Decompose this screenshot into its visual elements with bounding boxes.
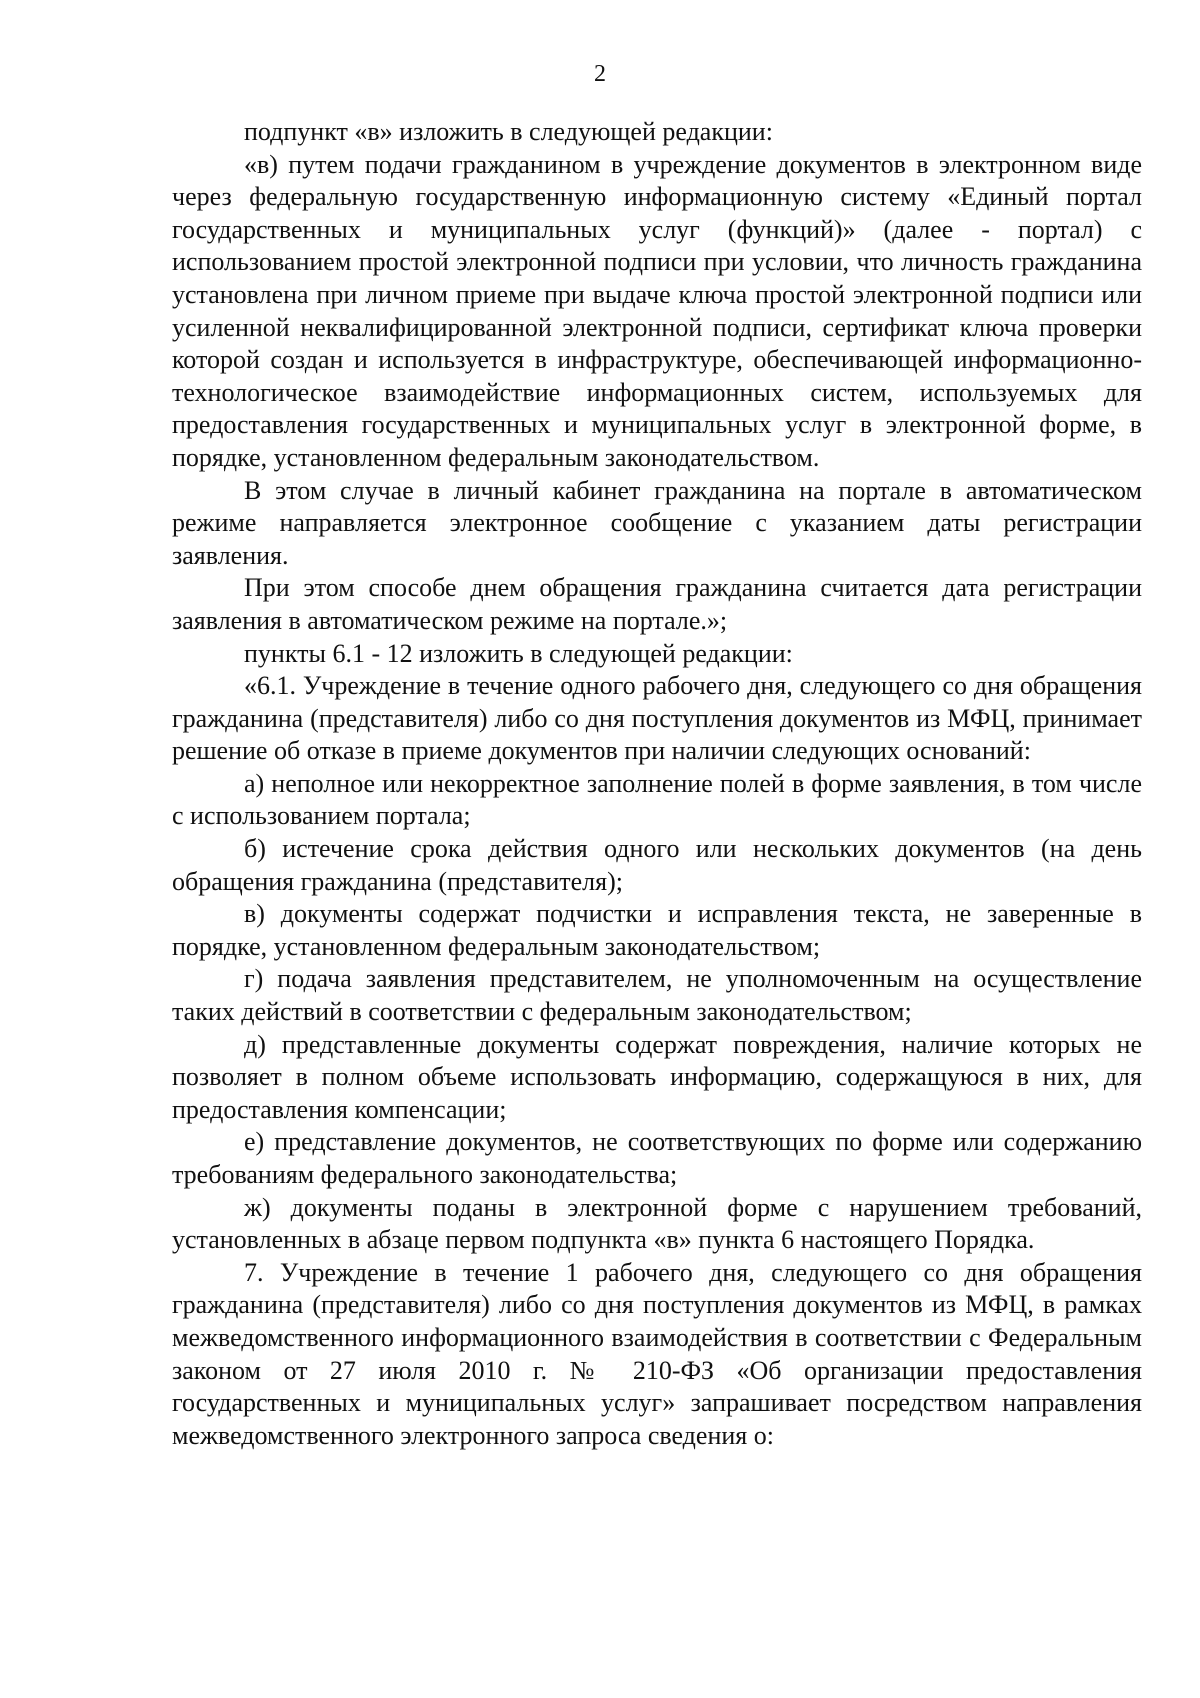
paragraph-subpoint-v-intro: подпункт «в» изложить в следующей редакции: — [244, 117, 773, 146]
paragraph-item-a: а) неполное или некорректное заполнение полей в форме заявления, в том числе с использованием портала; — [172, 768, 1142, 831]
document-body — [172, 116, 1142, 1452]
paragraph-point-7: 7. Учреждение в течение 1 рабочего дня, следующего со дня обращения гражданина (представителя) либо со дня поступления документов из МФЦ, в рамках межведомственного информационного взаимодействия в соответствии с Федеральным законом от 27 июля 2010 г. № 210-ФЗ «Об организации предоставления государственных и муниципальных услуг» запрашивает посредством направления межведомственного электронного запроса сведения о: — [172, 1257, 1142, 1450]
paragraph-point-6-1: «6.1. Учреждение в течение одного рабочего дня, следующего со дня обращения гражданина (представителя) либо со дня поступления документов из МФЦ, принимает решение об отказе в приеме документов при наличии следующих оснований: — [172, 671, 1142, 766]
paragraph-points-intro: пункты 6.1 - 12 изложить в следующей редакции: — [244, 638, 793, 668]
paragraph-application-date: При этом способе днем обращения гражданина считается дата регистрации заявления в автоматическом режиме на портале.»; — [172, 573, 1142, 635]
paragraph-personal-cabinet: В этом случае в личный кабинет гражданина на портале в автоматическом режиме направляется электронное сообщение с указанием даты регистрации заявления. — [172, 475, 1142, 570]
page-number: 2 — [594, 61, 606, 87]
paragraph-subpoint-v-text: «в) путем подачи гражданином в учреждение документов в электронном виде через федеральную государственную информационную систему «Единый портал государственных и муниципальных услуг (функций)» (далее - портал) с использованием простой электронной подписи при условии, что личность гражданина установлена при личном приеме при выдаче ключа простой электронной подписи или усиленной неквалифицированной электронной подписи, сертификат ключа проверки которой создан и используется в инфраструктуре, обеспечивающей информационно-технологическое взаимодействие информационных систем, используемых для предоставления государственных и муниципальных услуг в электронной форме, в порядке, установленном федеральным законодательством. — [172, 149, 1142, 472]
paragraph-item-zh: ж) документы поданы в электронной форме с нарушением требований, установленных в абзаце первом подпункта «в» пункта 6 настоящего Порядка. — [172, 1192, 1142, 1255]
paragraph-item-g: г) подача заявления представителем, не уполномоченным на осуществление таких действий в соответствии с федеральным законодательством; — [172, 964, 1142, 1027]
paragraph-item-b: б) истечение срока действия одного или нескольких документов (на день обращения гражданина (представителя); — [172, 834, 1142, 896]
paragraph-item-v: в) документы содержат подчистки и исправления текста, не заверенные в порядке, установленном федеральным законодательством; — [172, 899, 1142, 961]
paragraph-item-d: д) представленные документы содержат повреждения, наличие которых не позволяет в полном объеме использовать информацию, содержащуюся в них, для предоставления компенсации; — [172, 1029, 1142, 1124]
paragraph-item-e: е) представление документов, не соответствующих по форме или содержанию требованиям федерального законодательства; — [172, 1127, 1142, 1189]
